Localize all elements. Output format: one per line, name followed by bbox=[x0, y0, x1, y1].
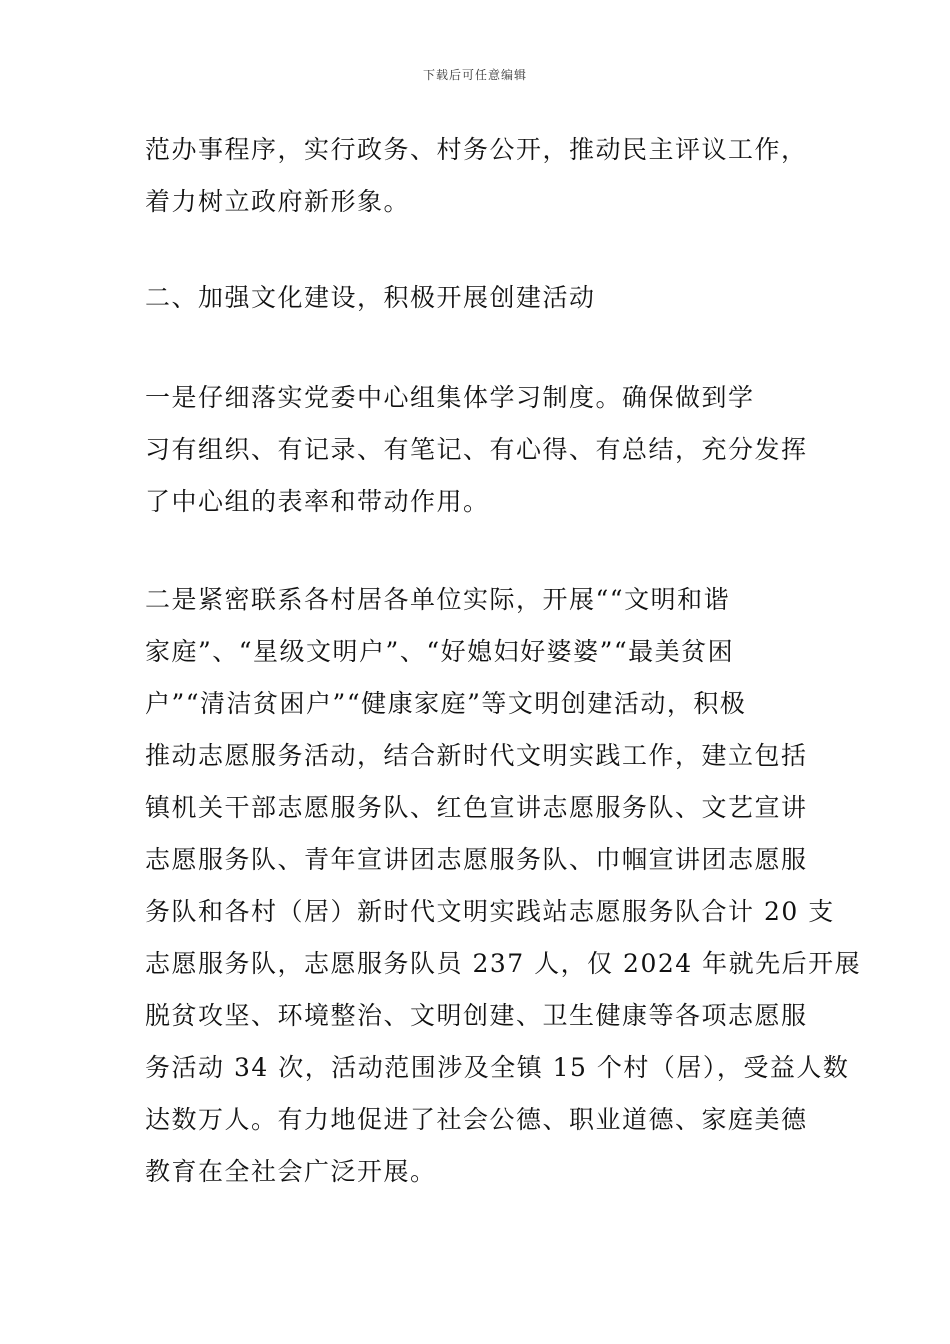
section-heading bbox=[145, 272, 815, 324]
paragraph-line: 达数万人。有力地促进了社会公德、职业道德、家庭美德 bbox=[145, 1105, 808, 1134]
paragraph-line: 二是紧密联系各村居各单位实际，开展““文明和谐 bbox=[145, 585, 731, 614]
paragraph-line: 志愿服务队、青年宣讲团志愿服务队、巾帼宣讲团志愿服 bbox=[145, 845, 808, 874]
paragraph-3 bbox=[145, 574, 862, 1198]
paragraph-line: 了中心组的表率和带动作用。 bbox=[145, 487, 490, 516]
heading-line: 二、加强文化建设，积极开展创建活动 bbox=[145, 283, 596, 312]
paragraph-line: 一是仔细落实党委中心组集体学习制度。确保做到学 bbox=[145, 383, 755, 412]
paragraph-line: 务活动 34 次，活动范围涉及全镇 15 个村（居），受益人数 bbox=[145, 1053, 850, 1082]
page-header-note: 下载后可任意编辑 bbox=[422, 68, 527, 82]
paragraph-line: 务队和各村（居）新时代文明实践站志愿服务队合计 20 支 bbox=[145, 897, 835, 926]
paragraph-line: 户”“清洁贫困户”“健康家庭”等文明创建活动，积极 bbox=[145, 689, 747, 718]
paragraph-line: 推动志愿服务活动，结合新时代文明实践工作，建立包括 bbox=[145, 741, 808, 770]
paragraph-1 bbox=[145, 124, 815, 228]
paragraph-line: 脱贫攻坚、环境整治、文明创建、卫生健康等各项志愿服 bbox=[145, 1001, 808, 1030]
paragraph-line: 范办事程序，实行政务、村务公开，推动民主评议工作， bbox=[145, 135, 808, 164]
paragraph-line: 志愿服务队，志愿服务队员 237 人，仅 2024 年就先后开展 bbox=[145, 949, 862, 978]
paragraph-2 bbox=[145, 372, 815, 528]
paragraph-line: 教育在全社会广泛开展。 bbox=[145, 1157, 437, 1186]
paragraph-line: 习有组织、有记录、有笔记、有心得、有总结，充分发挥 bbox=[145, 435, 808, 464]
paragraph-line: 家庭”、“星级文明户”、“好媳妇好婆婆”“最美贫困 bbox=[145, 637, 735, 666]
paragraph-line: 镇机关干部志愿服务队、红色宣讲志愿服务队、文艺宣讲 bbox=[145, 793, 808, 822]
paragraph-line: 着力树立政府新形象。 bbox=[145, 187, 411, 216]
